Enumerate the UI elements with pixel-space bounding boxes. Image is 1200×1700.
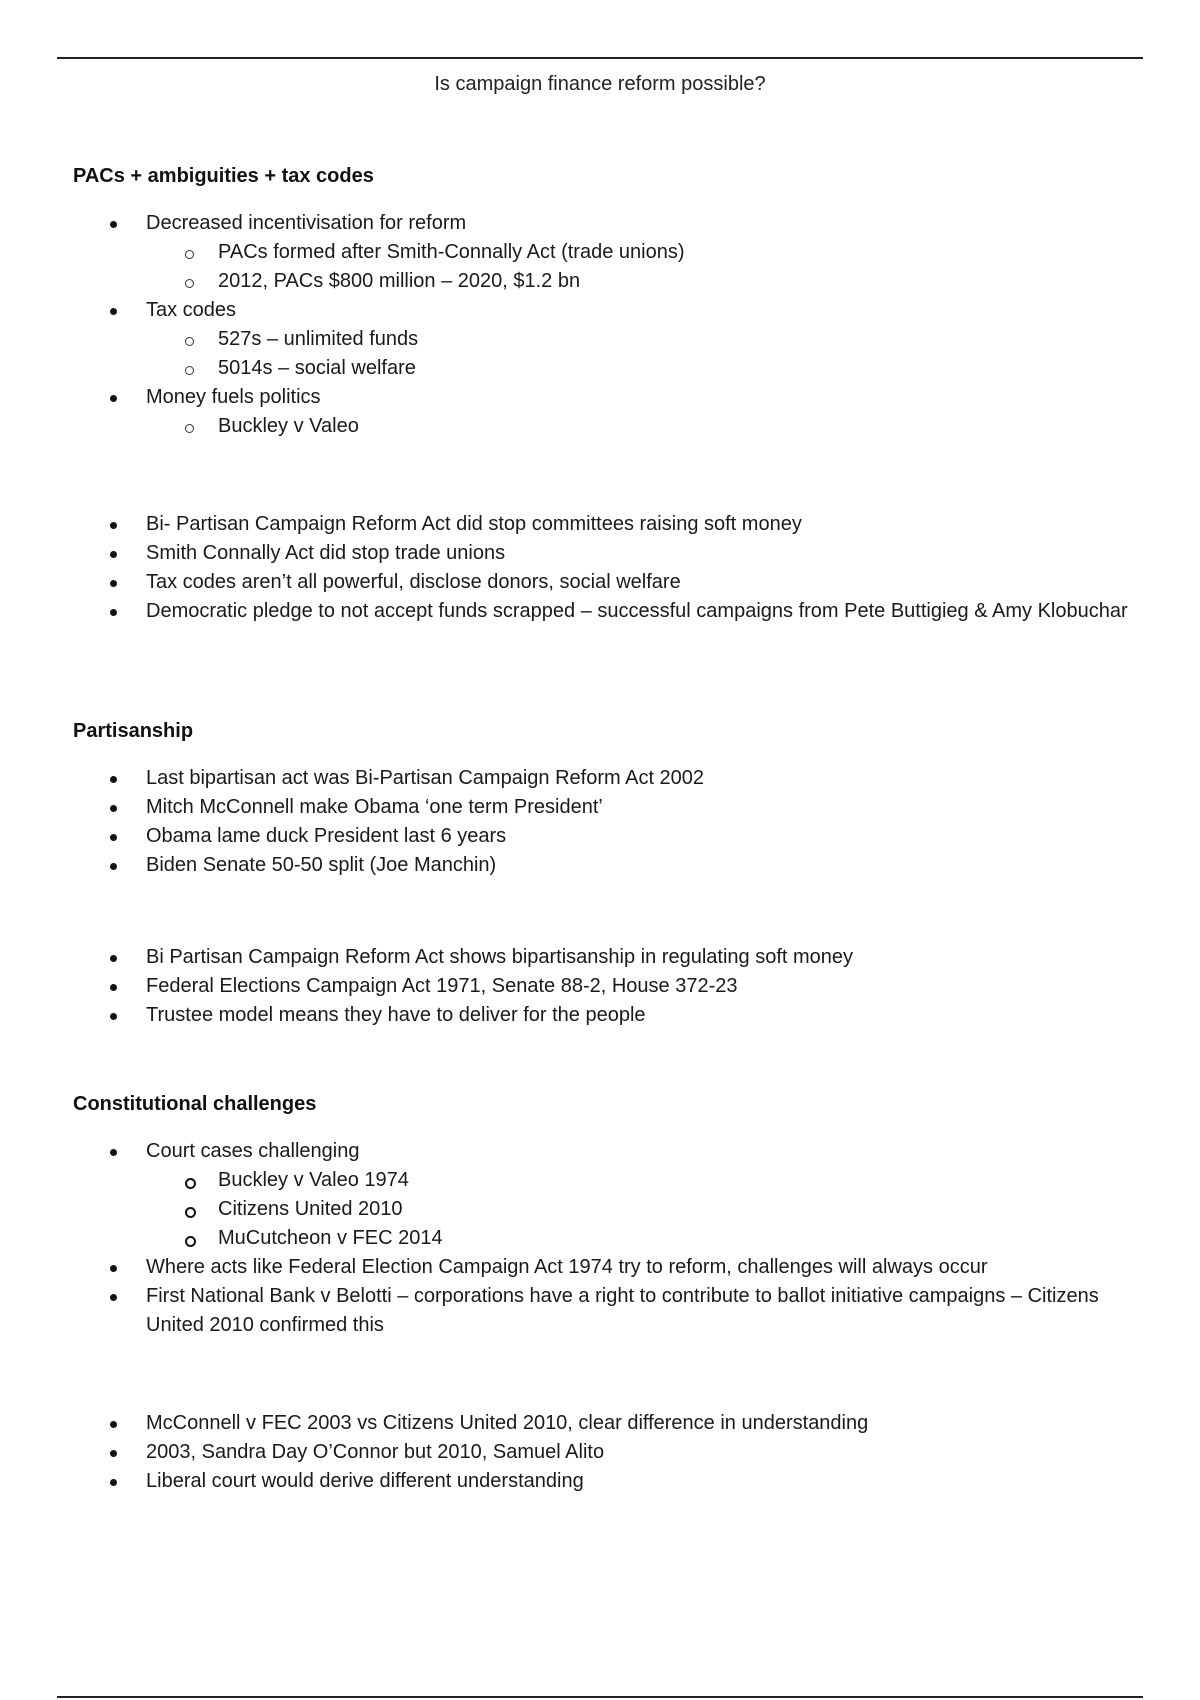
list-item: 2012, PACs $800 million – 2020, $1.2 bn bbox=[0, 267, 1200, 296]
bullet-list-constitutional-arguments bbox=[0, 1137, 1200, 1340]
list-item: First National Bank v Belotti – corporations have a right to contribute to ballot initiative campaigns – Citizens United 2010 confirmed this bbox=[0, 1282, 1200, 1340]
list-item: Where acts like Federal Election Campaign Act 1974 try to reform, challenges will always occur bbox=[0, 1253, 1200, 1282]
list-item: 5014s – social welfare bbox=[0, 354, 1200, 383]
list-item: Bi- Partisan Campaign Reform Act did stop committees raising soft money bbox=[0, 510, 1200, 539]
list-item: Trustee model means they have to deliver for the people bbox=[0, 1001, 1200, 1030]
section-heading-constitutional: Constitutional challenges bbox=[73, 1093, 317, 1115]
list-item: PACs formed after Smith-Connally Act (trade unions) bbox=[0, 238, 1200, 267]
list-item: 2003, Sandra Day O’Connor but 2010, Samuel Alito bbox=[0, 1438, 1200, 1467]
list-item: Citizens United 2010 bbox=[0, 1195, 1200, 1224]
list-item: MuCutcheon v FEC 2014 bbox=[0, 1224, 1200, 1253]
list-item: Biden Senate 50-50 split (Joe Manchin) bbox=[0, 851, 1200, 880]
list-item: Smith Connally Act did stop trade unions bbox=[0, 539, 1200, 568]
list-item: Mitch McConnell make Obama ‘one term President’ bbox=[0, 793, 1200, 822]
bullet-list-pacs-arguments bbox=[0, 209, 1200, 441]
list-item: Federal Elections Campaign Act 1971, Senate 88-2, House 372-23 bbox=[0, 972, 1200, 1001]
list-item: Last bipartisan act was Bi-Partisan Campaign Reform Act 2002 bbox=[0, 764, 1200, 793]
list-item: Buckley v Valeo 1974 bbox=[0, 1166, 1200, 1195]
document-title: Is campaign finance reform possible? bbox=[434, 73, 766, 95]
bullet-list-partisanship-arguments bbox=[0, 764, 1200, 880]
list-item: Money fuels politics bbox=[0, 383, 1200, 412]
list-item: Democratic pledge to not accept funds scrapped – successful campaigns from Pete Buttigieg & Amy Klobuchar bbox=[0, 597, 1200, 626]
list-item: Obama lame duck President last 6 years bbox=[0, 822, 1200, 851]
list-item: McConnell v FEC 2003 vs Citizens United 2010, clear difference in understanding bbox=[0, 1409, 1200, 1438]
bullet-list-partisanship-counterarguments bbox=[0, 943, 1200, 1030]
list-item: Buckley v Valeo bbox=[0, 412, 1200, 441]
list-item: Liberal court would derive different understanding bbox=[0, 1467, 1200, 1496]
bullet-list-pacs-counterarguments bbox=[0, 510, 1200, 626]
top-rule bbox=[57, 57, 1143, 59]
list-item: Tax codes bbox=[0, 296, 1200, 325]
list-item: Tax codes aren’t all powerful, disclose donors, social welfare bbox=[0, 568, 1200, 597]
bottom-rule bbox=[57, 1696, 1143, 1698]
list-item: 527s – unlimited funds bbox=[0, 325, 1200, 354]
list-item: Court cases challenging bbox=[0, 1137, 1200, 1166]
section-heading-pacs: PACs + ambiguities + tax codes bbox=[73, 165, 374, 187]
list-item: Decreased incentivisation for reform bbox=[0, 209, 1200, 238]
list-item: Bi Partisan Campaign Reform Act shows bipartisanship in regulating soft money bbox=[0, 943, 1200, 972]
section-heading-partisanship: Partisanship bbox=[73, 720, 194, 742]
bullet-list-constitutional-counterarguments bbox=[0, 1409, 1200, 1496]
